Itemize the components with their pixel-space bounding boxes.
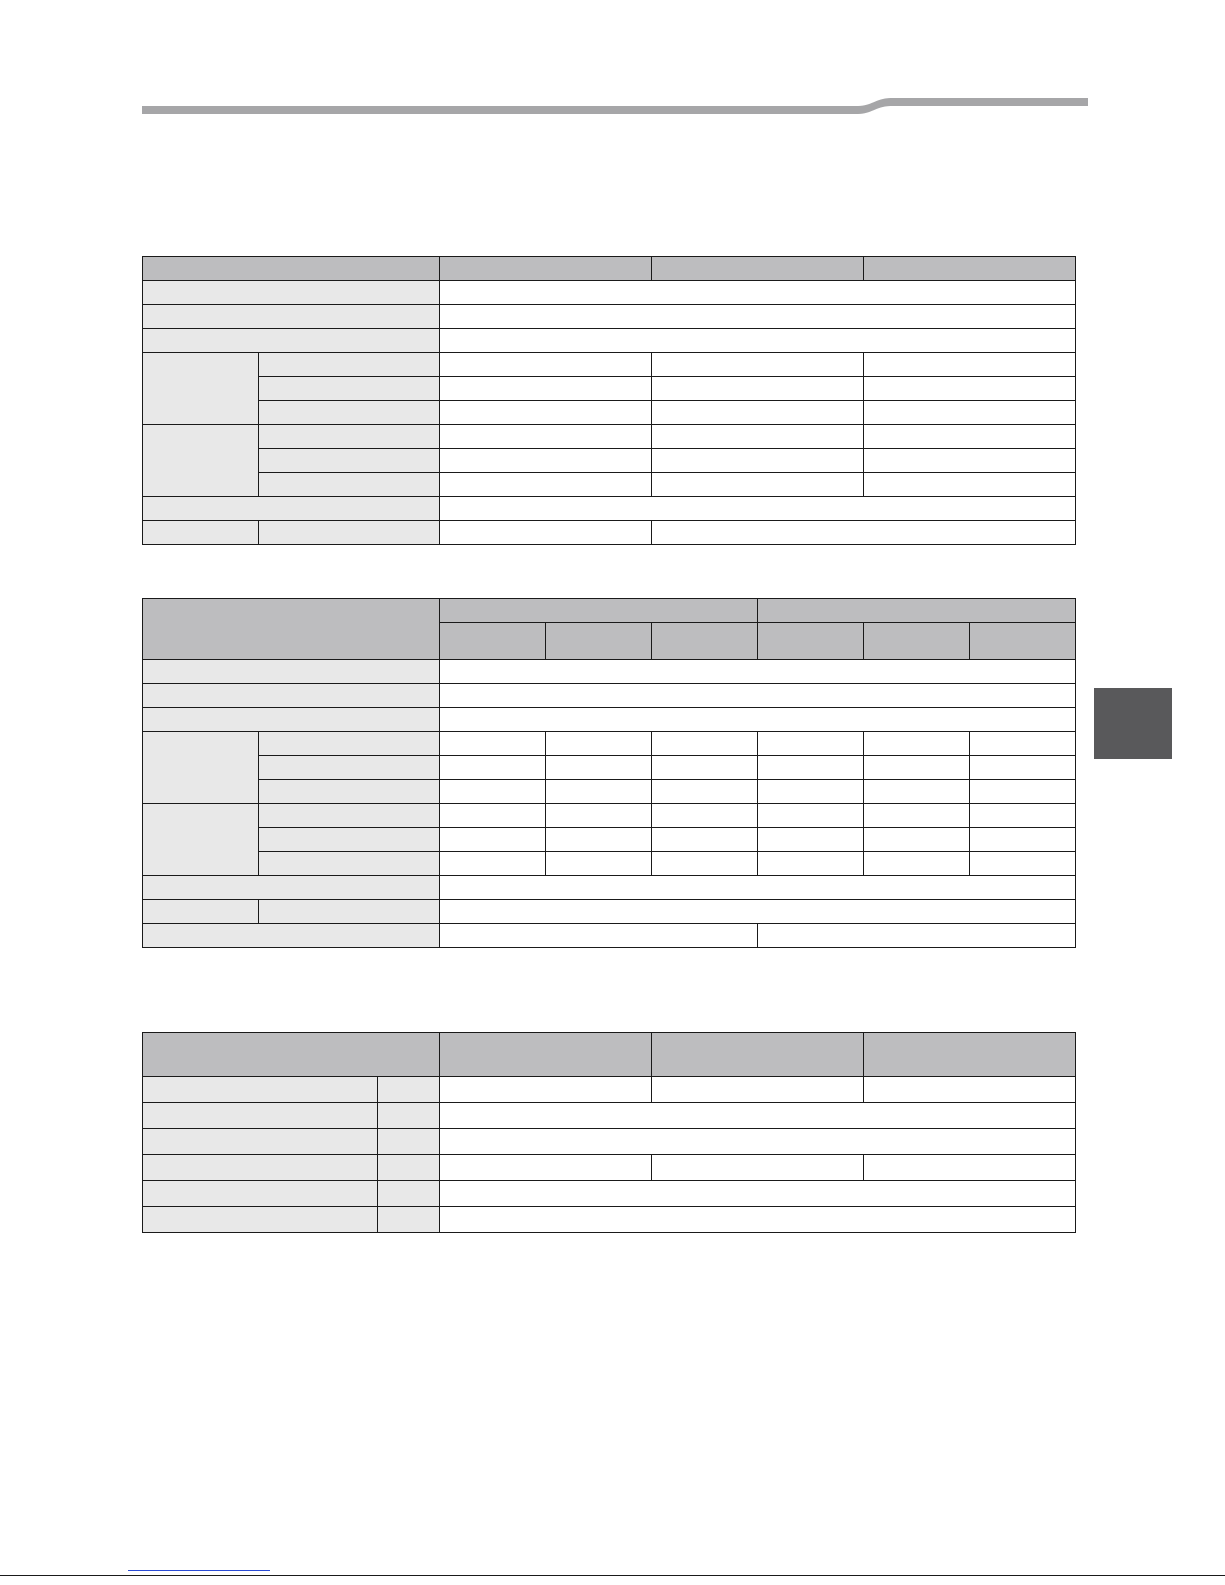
label-cell [259,425,440,449]
label-cell [259,353,440,377]
table-row [143,401,1076,425]
value-cell [440,1181,1076,1207]
value-cell [652,780,758,804]
group-label-cell [143,353,259,425]
group-label-cell [143,425,259,497]
header-cell [970,623,1076,660]
value-cell [440,473,652,497]
table-row [143,521,1076,545]
value-cell [440,684,1076,708]
value-cell [440,497,1076,521]
value-cell [440,425,652,449]
value-cell [440,780,546,804]
label-cell [259,756,440,780]
value-cell [546,828,652,852]
label-cell [259,828,440,852]
table-header-row [143,1033,1076,1077]
value-cell [864,401,1076,425]
label-cell [143,1103,378,1129]
value-cell [758,924,1076,948]
table-row [143,329,1076,353]
value-cell [652,521,1076,545]
value-cell [864,353,1076,377]
label-cell [259,521,440,545]
value-cell [440,329,1076,353]
label-cell [259,401,440,425]
value-cell [440,305,1076,329]
table-row [143,377,1076,401]
label-cell [143,924,440,948]
table-header-row [143,257,1076,281]
spec-table-3 [142,1032,1076,1233]
value-cell [864,449,1076,473]
header-cell [864,1033,1076,1077]
header-cell [546,623,652,660]
value-cell [864,852,970,876]
value-cell [970,828,1076,852]
value-cell [440,353,652,377]
label-cell [143,329,440,353]
unit-cell [378,1103,440,1129]
header-cell [864,257,1076,281]
label-cell [143,684,440,708]
label-cell [143,1129,378,1155]
table-row [143,900,1076,924]
table-row [143,497,1076,521]
value-cell [440,521,652,545]
unit-cell [378,1181,440,1207]
table-row [143,660,1076,684]
header-cell [864,623,970,660]
label-cell [143,521,259,545]
table-row [143,708,1076,732]
header-group-cell [440,599,758,623]
value-cell [546,780,652,804]
table-row [143,353,1076,377]
value-cell [652,804,758,828]
value-cell [546,732,652,756]
label-cell [259,449,440,473]
header-cell [440,623,546,660]
value-cell [440,756,546,780]
value-cell [864,425,1076,449]
table-row [143,828,1076,852]
group-label-cell [143,732,259,804]
value-cell [970,804,1076,828]
table-row [143,804,1076,828]
value-cell [440,377,652,401]
value-cell [864,473,1076,497]
table-row [143,1181,1076,1207]
value-cell [440,876,1076,900]
label-cell [143,1207,378,1233]
header-group-cell [758,599,1076,623]
unit-cell [378,1155,440,1181]
unit-cell [378,1129,440,1155]
table-row [143,1103,1076,1129]
value-cell [864,828,970,852]
spec-table-2 [142,598,1076,948]
unit-cell [378,1077,440,1103]
label-cell [143,1077,378,1103]
footer-link-underline [128,1570,270,1571]
label-cell [143,1155,378,1181]
header-cell [758,623,864,660]
spec-table-1 [142,256,1076,545]
value-cell [440,900,1076,924]
table-row [143,924,1076,948]
header-cell [652,257,864,281]
value-cell [546,804,652,828]
value-cell [440,1155,652,1181]
value-cell [970,732,1076,756]
value-cell [864,377,1076,401]
header-cell [143,257,440,281]
value-cell [652,425,864,449]
label-cell [259,732,440,756]
value-cell [652,756,758,780]
table-row [143,876,1076,900]
value-cell [864,780,970,804]
header-cell [652,1033,864,1077]
header-cell [440,1033,652,1077]
header-cell [652,623,758,660]
value-cell [440,660,1076,684]
value-cell [864,804,970,828]
value-cell [758,732,864,756]
label-cell [259,804,440,828]
value-cell [440,281,1076,305]
value-cell [864,1077,1076,1103]
value-cell [440,1207,1076,1233]
value-cell [652,852,758,876]
value-cell [440,1077,652,1103]
header-cell [440,257,652,281]
label-cell [259,780,440,804]
value-cell [652,828,758,852]
value-cell [652,377,864,401]
value-cell [970,780,1076,804]
table-row [143,425,1076,449]
value-cell [652,1077,864,1103]
table-row [143,756,1076,780]
table-row [143,449,1076,473]
label-cell [259,473,440,497]
label-cell [143,876,440,900]
value-cell [758,804,864,828]
value-cell [758,756,864,780]
value-cell [440,852,546,876]
table-row [143,473,1076,497]
value-cell [440,1129,1076,1155]
table-row [143,1129,1076,1155]
label-cell [143,660,440,684]
table-row [143,1207,1076,1233]
value-cell [440,401,652,425]
chapter-tab [1094,688,1172,759]
header-cell [143,599,440,660]
table-row [143,780,1076,804]
value-cell [864,1155,1076,1181]
value-cell [440,804,546,828]
value-cell [970,756,1076,780]
value-cell [440,732,546,756]
value-cell [758,852,864,876]
value-cell [652,732,758,756]
table-row [143,305,1076,329]
label-cell [143,708,440,732]
value-cell [758,828,864,852]
value-cell [440,1103,1076,1129]
label-cell [143,900,259,924]
value-cell [652,353,864,377]
value-cell [864,732,970,756]
header-rule [0,0,1225,130]
value-cell [758,780,864,804]
unit-cell [378,1207,440,1233]
value-cell [546,852,652,876]
table-row [143,281,1076,305]
value-cell [440,708,1076,732]
label-cell [143,281,440,305]
label-cell [143,1181,378,1207]
value-cell [652,473,864,497]
label-cell [259,377,440,401]
table-header-row [143,599,1076,623]
table-row [143,732,1076,756]
value-cell [440,828,546,852]
table-row [143,1077,1076,1103]
table-row [143,1155,1076,1181]
value-cell [652,401,864,425]
value-cell [652,449,864,473]
footer-rule [0,1575,1225,1576]
header-cell [143,1033,440,1077]
label-cell [259,852,440,876]
table-row [143,684,1076,708]
value-cell [864,756,970,780]
label-cell [143,305,440,329]
label-cell [143,497,440,521]
group-label-cell [143,804,259,876]
value-cell [652,1155,864,1181]
value-cell [440,924,758,948]
label-cell [259,900,440,924]
table-row [143,852,1076,876]
value-cell [970,852,1076,876]
value-cell [440,449,652,473]
value-cell [546,756,652,780]
